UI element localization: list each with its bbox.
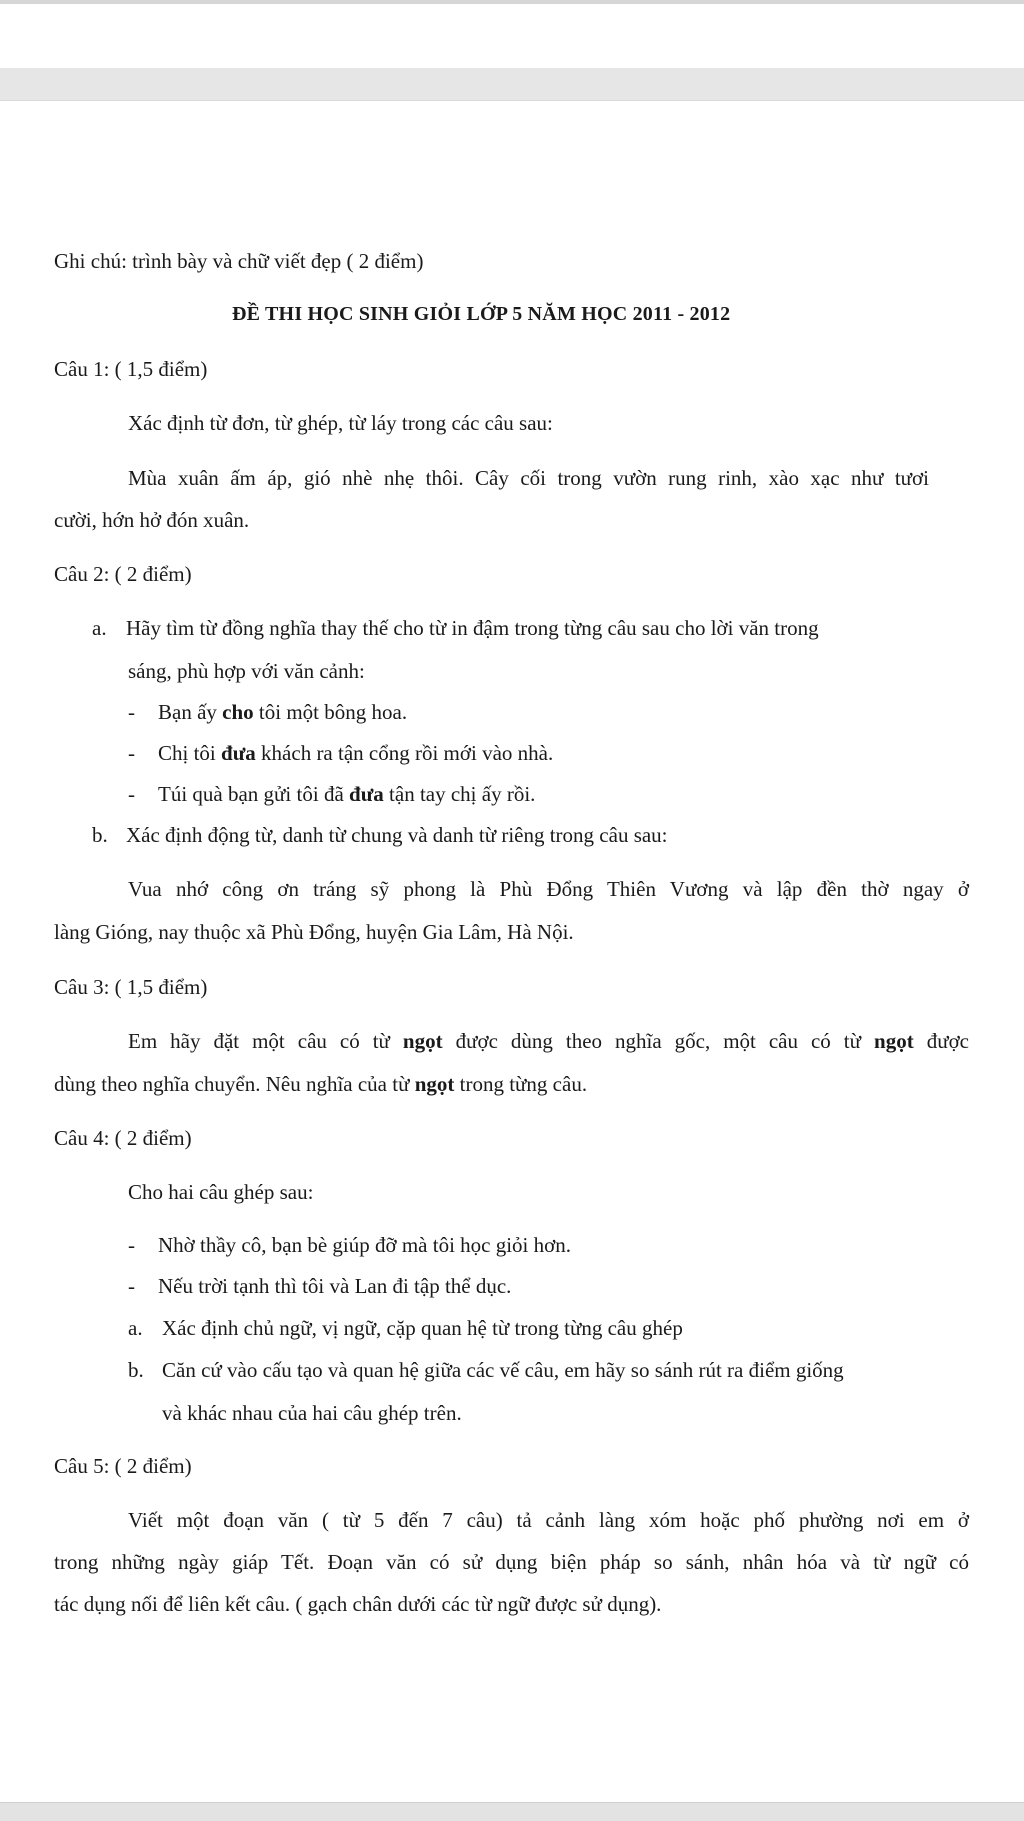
q2-heading: Câu 2: ( 2 điểm)	[54, 562, 192, 586]
q5-line-1: Viết một đoạn văn ( từ 5 đến 7 câu) tả cảnh làng xóm hoặc phố phường nơi em ở	[128, 1508, 969, 1532]
q2-b-label: b.	[92, 823, 108, 847]
q3-l1-part-c: được dùng theo nghĩa gốc, một câu có từ	[442, 1029, 875, 1053]
q4-sentence-2	[128, 1271, 511, 1301]
q3-line-2	[54, 1069, 587, 1099]
q4-intro: Cho hai câu ghép sau:	[128, 1180, 314, 1204]
q1-heading: Câu 1: ( 1,5 điểm)	[54, 357, 208, 381]
top-edge	[0, 0, 1024, 4]
q2-a-line-1: Hãy tìm từ đồng nghĩa thay thế cho từ in đậm trong từng câu sau cho lời văn trong	[126, 616, 819, 640]
q5-line-2: trong những ngày giáp Tết. Đoạn văn có sử dụng biện pháp so sánh, nhân hóa và từ ngữ có	[54, 1550, 969, 1574]
q4-b-item	[128, 1355, 844, 1385]
q2-s3-pre: Túi quà bạn gửi tôi đã	[158, 782, 350, 806]
q2-s1-post: tôi một bông hoa.	[253, 700, 408, 724]
bullet-dash: -	[128, 782, 135, 806]
q5-heading: Câu 5: ( 2 điểm)	[54, 1454, 192, 1478]
q4-b-label: b.	[128, 1358, 144, 1382]
q2-s1-pre: Bạn ấy	[158, 700, 223, 724]
q2-b-item	[92, 820, 668, 850]
document-page	[0, 101, 1024, 1802]
q3-l2-bold: ngọt	[414, 1072, 455, 1096]
q2-s3-bold-word: đưa	[349, 782, 384, 806]
q3-l2-part-c: trong từng câu.	[454, 1072, 588, 1096]
q4-b-line-1: Căn cứ vào cấu tạo và quan hệ giữa các vế câu, em hãy so sánh rút ra điểm giống	[162, 1358, 844, 1382]
q4-s2-text: Nếu trời tạnh thì tôi và Lan đi tập thể dục.	[158, 1274, 512, 1298]
q3-l2-part-a: dùng theo nghĩa chuyển. Nêu nghĩa của từ	[54, 1072, 415, 1096]
q3-line-1	[128, 1026, 969, 1056]
q4-a-label: a.	[128, 1316, 143, 1340]
bullet-dash: -	[128, 741, 135, 765]
q2-passage-line-2: làng Gióng, nay thuộc xã Phù Đổng, huyện Gia Lâm, Hà Nội.	[54, 920, 574, 944]
page-title: ĐỀ THI HỌC SINH GIỎI LỚP 5 NĂM HỌC 2011 - 2012	[232, 303, 731, 325]
q2-s3-post: tận tay chị ấy rồi.	[383, 782, 536, 806]
q2-a-line-2: sáng, phù hợp với văn cảnh:	[128, 659, 365, 683]
q2-s2-bold-word: đưa	[221, 741, 256, 765]
q2-a-item	[92, 613, 819, 643]
q4-heading: Câu 4: ( 2 điểm)	[54, 1126, 192, 1150]
page-bottom-separator	[0, 1802, 1024, 1821]
q2-a-label: a.	[92, 616, 107, 640]
q1-prompt: Xác định từ đơn, từ ghép, từ láy trong các câu sau:	[128, 411, 553, 435]
q3-l1-part-a: Em hãy đặt một câu có từ	[128, 1029, 403, 1053]
q4-sentence-1	[128, 1230, 571, 1260]
q3-l1-bold-2: ngọt	[874, 1029, 914, 1053]
q3-l1-bold-1: ngọt	[402, 1029, 443, 1053]
q5-line-3: tác dụng nối để liên kết câu. ( gạch chân dưới các từ ngữ được sử dụng).	[54, 1592, 662, 1616]
q2-b-text: Xác định động từ, danh từ chung và danh từ riêng trong câu sau:	[126, 823, 668, 847]
q4-b-line-2: và khác nhau của hai câu ghép trên.	[162, 1401, 462, 1425]
q2-s1-bold-word: cho	[222, 700, 254, 724]
bullet-dash: -	[128, 1233, 135, 1257]
q2-s2-pre: Chị tôi	[158, 741, 222, 765]
q3-l1-part-d: được	[913, 1029, 969, 1053]
q2-sentence-2	[128, 738, 553, 768]
viewer-top-bar	[0, 0, 1024, 102]
q1-passage-line-1: Mùa xuân ấm áp, gió nhè nhẹ thôi. Cây cối trong vườn rung rinh, xào xạc như tươi	[128, 466, 929, 490]
q4-a-text: Xác định chủ ngữ, vị ngữ, cặp quan hệ từ trong từng câu ghép	[162, 1316, 683, 1340]
q2-sentence-1	[128, 697, 407, 727]
q2-passage-line-1: Vua nhớ công ơn tráng sỹ phong là Phù Đổng Thiên Vương và lập đền thờ ngay ở	[128, 877, 969, 901]
q4-a-item	[128, 1313, 683, 1343]
bullet-dash: -	[128, 700, 135, 724]
q3-heading: Câu 3: ( 1,5 điểm)	[54, 975, 208, 999]
note-line: Ghi chú: trình bày và chữ viết đẹp ( 2 điểm)	[54, 249, 424, 273]
q1-passage-line-2: cười, hớn hở đón xuân.	[54, 508, 250, 532]
q2-s2-post: khách ra tận cổng rồi mới vào nhà.	[255, 741, 554, 765]
q4-s1-text: Nhờ thầy cô, bạn bè giúp đỡ mà tôi học giỏi hơn.	[158, 1233, 571, 1257]
bullet-dash: -	[128, 1274, 135, 1298]
page-separator	[0, 68, 1024, 101]
q2-sentence-3	[128, 779, 535, 809]
